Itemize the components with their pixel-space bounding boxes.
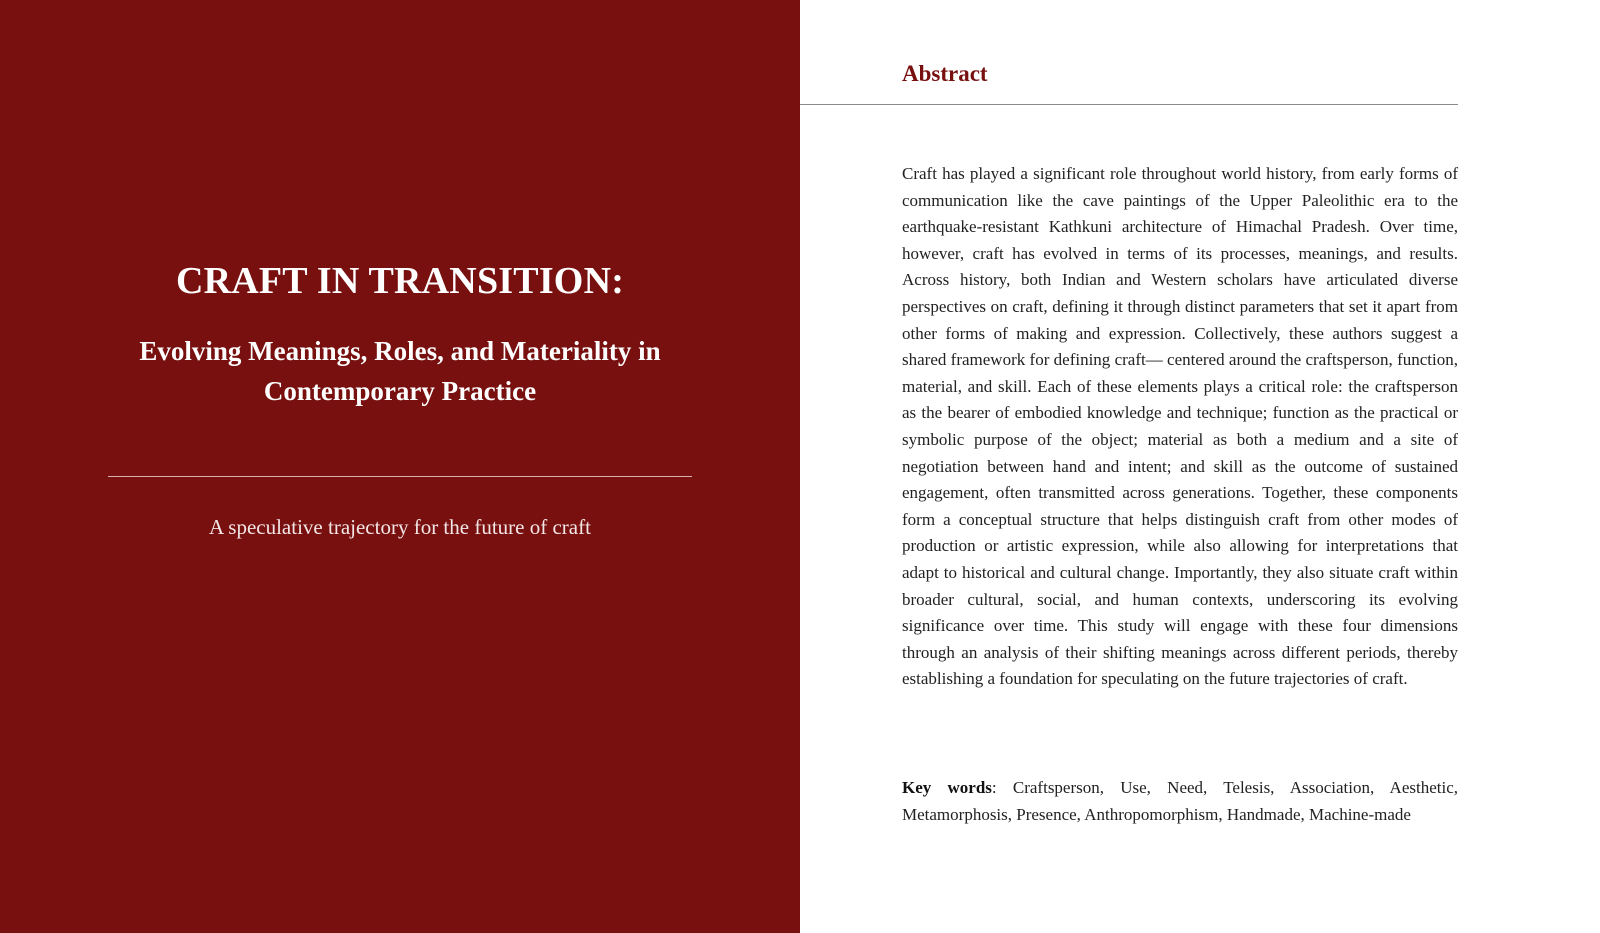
keywords-label: Key words (902, 778, 992, 797)
keywords-paragraph (902, 775, 1458, 828)
cover-divider (108, 476, 692, 477)
abstract-divider (800, 104, 1458, 105)
cover-tagline: A speculative trajectory for the future of craft (209, 515, 591, 539)
keywords-list: Craftsperson, Use, Need, Telesis, Association, Aesthetic, Metamorphosis, Presence, Anthropomorphism, Handmade, Machine-made (902, 778, 1458, 824)
abstract-body: Craft has played a significant role throughout world history, from early forms of communication like the cave paintings of the Upper Paleolithic era to the earthquake-resistant Kathkuni architecture of Himachal Pradesh. Over time, however, craft has evolved in terms of its processes, meanings, and results. Across history, both Indian and Western scholars have articulated diverse perspectives on craft, defining it through distinct parameters that set it apart from other forms of making and expression. Collectively, these authors suggest a shared framework for defining craft— centered around the craftsperson, function, material, and skill. Each of these elements plays a critical role: the craftsperson as the bearer of embodied knowledge and technique; function as the practical or symbolic purpose of the object; material as both a medium and a site of negotiation between hand and intent; and skill as the outcome of sustained engagement, often transmitted across generations. Together, these components form a conceptual structure that helps distinguish craft from other modes of production or artistic expression, while also allowing for interpretations that adapt to historical and cultural change. Importantly, they also situate craft within broader cultural, social, and human contexts, underscoring its evolving significance over time. This study will engage with these four dimensions through an analysis of their shifting meanings across different periods, thereby establishing a foundation for speculating on the future trajectories of craft. (902, 164, 1458, 689)
abstract-heading: Abstract (902, 61, 988, 86)
cover-title: CRAFT IN TRANSITION: (175, 260, 625, 302)
keywords-separator: : (991, 778, 997, 797)
cover-subtitle: Evolving Meanings, Roles, and Materiality in Contemporary Practice (139, 336, 661, 406)
